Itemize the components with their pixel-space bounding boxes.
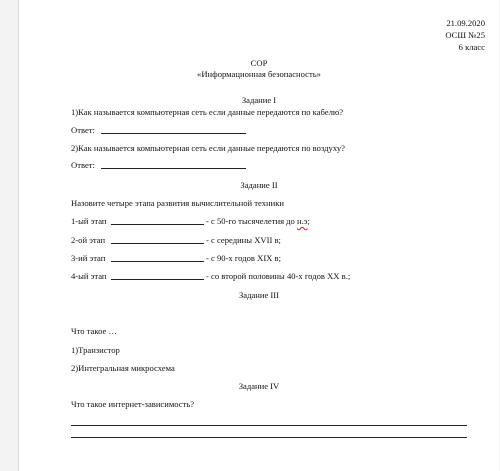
stage-4-answer-line[interactable] [111, 279, 204, 280]
stage-4-desc: - со второй половины 40-х годов XX в.; [206, 271, 351, 281]
stage-2-answer-line[interactable] [111, 243, 204, 244]
answer-line-2[interactable] [101, 168, 246, 169]
task1-question-1: 1)Как называется компьютерная сеть если данные передаются по кабелю? [71, 107, 344, 117]
task4-answer-line-1[interactable] [71, 425, 467, 426]
doc-subtitle: «Информационная безопасность» [197, 69, 321, 79]
document-page [18, 0, 499, 471]
stage-1-label: 1-ый этап [71, 216, 107, 226]
task2-prompt: Назовите четыре этапа развития вычислительной техники [71, 198, 284, 208]
task4-answer-line-2[interactable] [71, 437, 467, 438]
task3-heading: Задание III [238, 290, 280, 300]
task3-item-1: 1)Транзистор [71, 345, 120, 355]
answer-line-1[interactable] [101, 133, 246, 134]
task4-prompt: Что такое интернет-зависимость? [71, 399, 195, 409]
task1-answer-label-2: Ответ: [71, 160, 95, 170]
task3-prompt: Что такое … [71, 326, 118, 336]
date-text: 21.09.2020 [446, 18, 485, 28]
school-text: ОСШ №25 [445, 30, 485, 40]
stage-3-label: 3-ий этап [71, 253, 106, 263]
task1-question-2: 2)Как называется компьютерная сеть если данные передаются по воздуху? [71, 143, 345, 153]
stage-2-desc: - с середины XVII в; [206, 235, 281, 245]
stage-3-answer-line[interactable] [111, 261, 204, 262]
task3-item-2: 2)Интегральная микросхема [71, 363, 175, 373]
stage-4-label: 4-ый этап [71, 271, 107, 281]
doc-title: СОР [250, 58, 268, 68]
task1-answer-label-1: Ответ: [71, 125, 95, 135]
task4-heading: Задание IV [238, 381, 280, 391]
task1-heading: Задание I [241, 95, 277, 105]
task2-heading: Задание II [240, 180, 278, 190]
stage-1-desc: - с 50-го тысячелетия до н.э; [206, 216, 310, 226]
stage-1-answer-line[interactable] [111, 224, 204, 225]
grade-text: 6 класс [458, 42, 485, 52]
stage-3-desc: - с 90-х годов XIX в; [206, 253, 281, 263]
stage-2-label: 2-ой этап [71, 235, 106, 245]
